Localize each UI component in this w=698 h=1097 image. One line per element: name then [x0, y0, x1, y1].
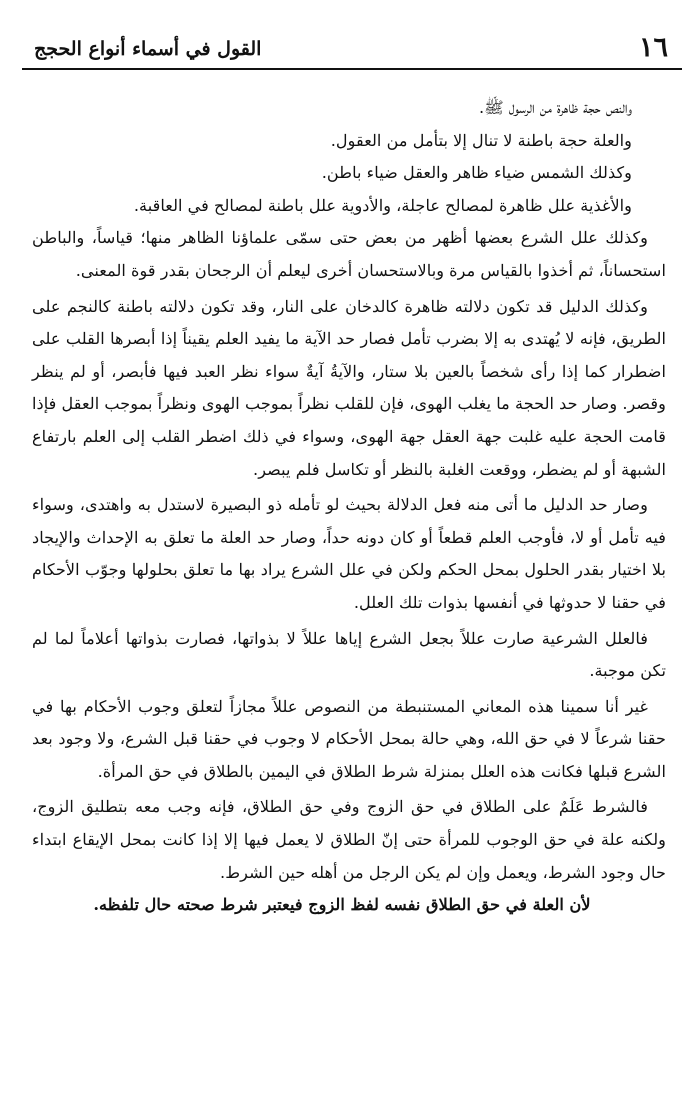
paragraph-8: فالعلل الشرعية صارت عللاً بجعل الشرع إياها عللاً لا بذواتها، فصارت بذواتها أعلاماً لما لم تكن موجبة.: [32, 628, 666, 681]
paragraph-11: لأن العلة في حق الطلاق نفسه لفظ الزوج فيعتبر شرط صحته حال تلفظه.: [93, 895, 591, 915]
page-body: [22, 92, 682, 922]
paragraph-6: وكذلك الدليل قد تكون دلالته ظاهرة كالدخان على النار، وقد تكون دلالته باطنة كالنجم على الطريق، فإنه لا يُهتدى به إلا بضرب تأمل فصار حد الآية ما يفيد العلم يقيناً إذا أبصرها القلب على اضطرار كما إذا رأى شخصاً بالعين بلا ستار، والآيةُ آيةٌ سواء نظر العبد فيها فأبصر، أو لم ينظر وقصر. وصار حد الحجة ما يغلب الهوى، فإن للقلب نظراً بموجب الهوى ونظراً بموجب العقل فإذا قامت الحجة عليه غلبت جهة العقل جهة الهوى، وسواء في ذلك اضطر القلب إلى العلم بارتفاع الشبهة أو لم يضطر، ووقعت الغلبة بالنظر أو تكاسل فلم يبصر.: [32, 296, 666, 479]
page-number: ١٦: [638, 32, 668, 63]
paragraph-1: والنص حجة ظاهرة من الرسول ﷺ.: [478, 98, 632, 117]
paragraph-2: والعلة حجة باطنة لا تنال إلا بتأمل من العقول.: [330, 130, 632, 150]
book-page: [22, 30, 682, 922]
paragraph-9: غير أنا سمينا هذه المعاني المستنبطة من النصوص عللاً مجازاً لتعلق وجوب الأحكام بها في حقنا شرعاً لا في حق الله، وهي حالة بمحل الأحكام لا وجوب في حقنا قبل الشرع، ولا وجود بعد الشرع قبلها فكانت هذه العلل بمنزلة شرط الطلاق في اليمين بالطلاق في حق المرأة.: [32, 696, 666, 781]
paragraph-7: وصار حد الدليل ما أتى منه فعل الدلالة بحيث لو تأمله ذو البصيرة لاستدل به واهتدى، وسواء فيه تأمل أو لا، فأوجب العلم قطعاً أو كان دونه حداً، وصار حد العلة ما تعلق به الإحداث والإيجاد بلا اختيار بقدر الحلول بمحل الحكم ولكن في علل الشرع يراد بها ما تعلق بحلولها وجوّب الأحكام في حقنا لا حدوثها في أنفسها بذوات تلك العلل.: [32, 495, 666, 612]
running-title: القول في أسماء أنواع الحجج: [34, 38, 262, 60]
page-header: [22, 30, 682, 70]
paragraph-5: وكذلك علل الشرع بعضها أظهر من بعض حتى سمّى علماؤنا الظاهر منها؛ قياساً، والباطن استحساناً، ثم أخذوا بالقياس مرة وبالاستحسان أخرى ليعلم أن الرجحان بقدر قوة المعنى.: [32, 228, 666, 280]
paragraph-4: والأغذية علل ظاهرة لمصالح عاجلة، والأدوية علل باطنة لمصالح في العاقبة.: [133, 195, 632, 215]
paragraph-3: وكذلك الشمس ضياء ظاهر والعقل ضياء باطن.: [321, 163, 632, 183]
paragraph-10: فالشرط عَلَمٌ على الطلاق في حق الزوج وفي حق الطلاق، فإنه وجب معه بتطليق الزوج، ولكنه علة في حق الوجوب للمرأة حتى إنّ الطلاق لا يعمل فيها إلا إذا كانت بمحل الإيقاع ابتداء حال وجود الشرط، ويعمل وإن لم يكن الرجل من أهله حين الشرط.: [32, 797, 666, 882]
